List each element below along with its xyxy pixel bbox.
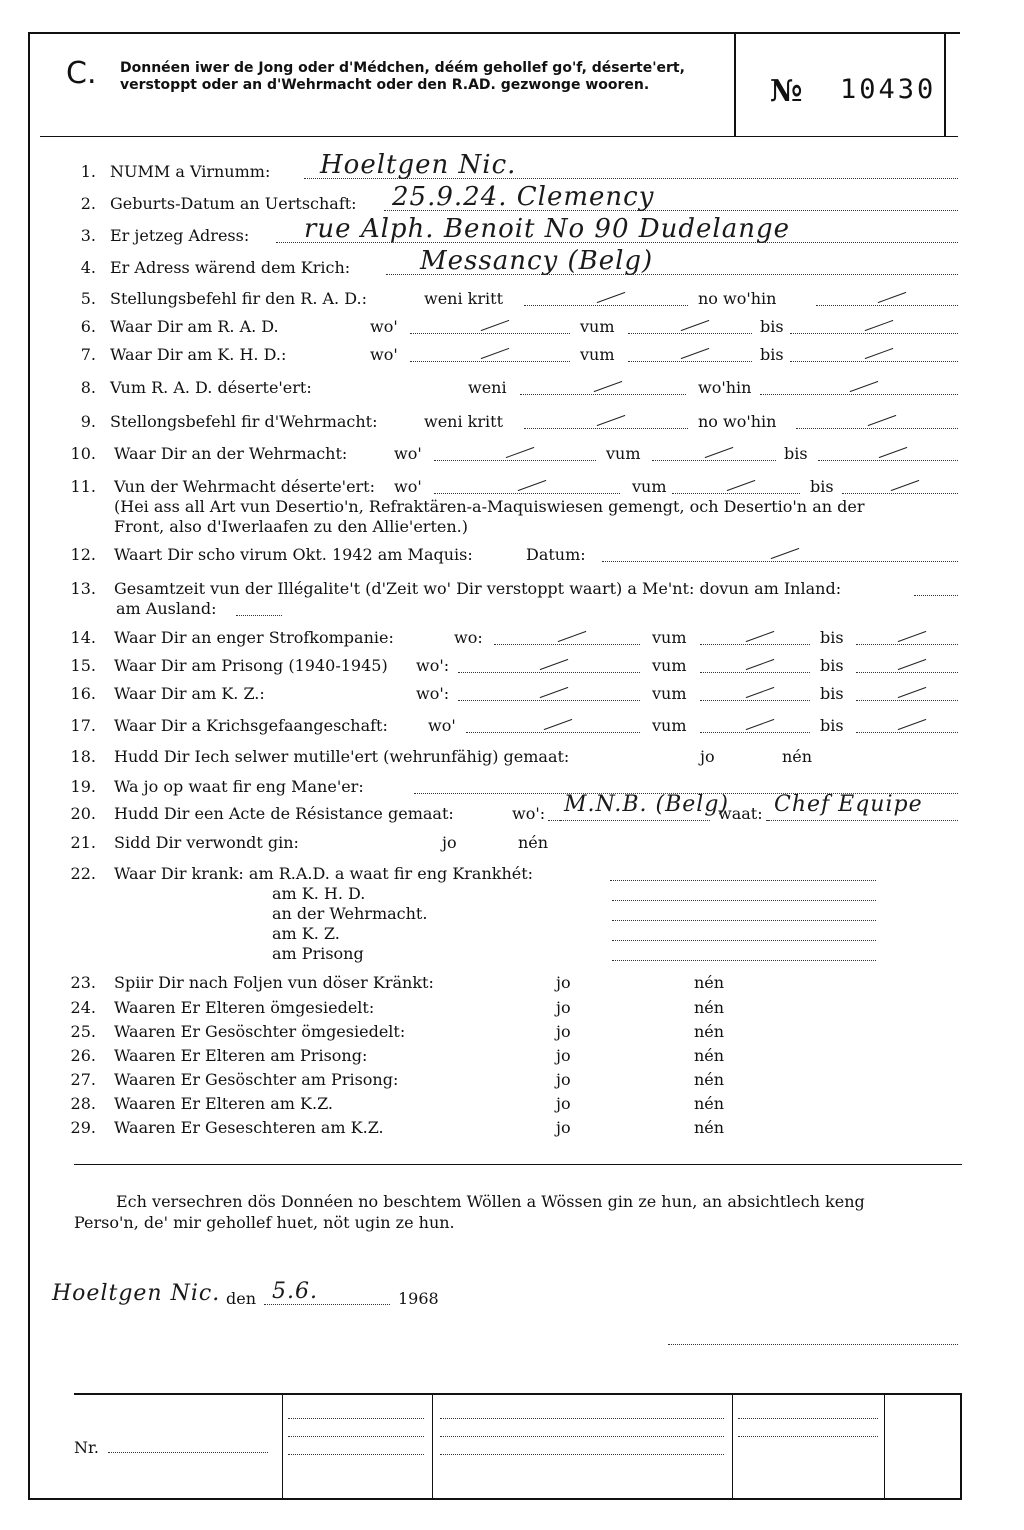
section-letter: C. [66, 56, 97, 91]
item-label: Vun der Wehrmacht déserte'ert: [114, 477, 375, 496]
field-label: jo [556, 998, 571, 1017]
form-item [0, 150, 1024, 184]
item-label: Waar Dir an enger Strofkompanie: [114, 628, 394, 647]
sub-label: am K. Z. [272, 924, 340, 943]
field-label: bis [760, 317, 784, 336]
item-label: Waar Dir a Krichsgefaangeschaft: [114, 716, 388, 735]
item-number: 9. [80, 412, 96, 431]
field-label: jo [556, 1046, 571, 1065]
field-label: nén [694, 1118, 725, 1137]
item-number: 12. [70, 545, 96, 564]
fill-in-field[interactable] [236, 599, 282, 616]
item-note: (Hei ass all Art vun Desertio'n, Refraktären-a-Maquiswiesen gemengt, och Desertio'n an der [114, 497, 865, 516]
item-number: 2. [80, 194, 96, 213]
item-label: Waaren Er Elteren ömgesiedelt: [114, 998, 375, 1017]
item-label: Waaren Er Elteren am Prisong: [114, 1046, 368, 1065]
form-item [0, 317, 1024, 339]
footer-nr-field[interactable] [108, 1436, 268, 1453]
declaration-line1: Ech versechren dös Donnéen no beschtem Wöllen a Wössen gin ze hun, an absichtlech keng [116, 1192, 865, 1211]
footer-col-divider [432, 1393, 433, 1498]
border-right [960, 1395, 962, 1499]
item-number: 13. [70, 579, 96, 598]
form-item [0, 289, 1024, 311]
form-item [0, 864, 1024, 963]
form-item [0, 792, 1024, 826]
item-number: 24. [70, 998, 96, 1017]
form-item [0, 1118, 1024, 1140]
item-label: Waaren Er Gesöschter ömgesiedelt: [114, 1022, 406, 1041]
field-label: wo' [394, 477, 422, 496]
field-label: jo [556, 1118, 571, 1137]
item-label: Waar Dir am R. A. D. [110, 317, 279, 336]
declaration-line2: Perso'n, de' mir gehollef huet, nöt ugin ze hun. [74, 1213, 455, 1232]
item-number: 20. [70, 804, 96, 823]
footer-divider [74, 1393, 962, 1395]
form-item [0, 656, 1024, 678]
item-label: NUMM a Virnumm: [110, 162, 271, 181]
item-label: Er Adress wärend dem Krich: [110, 258, 351, 277]
form-item [0, 579, 1024, 618]
form-item [0, 628, 1024, 650]
sub-label: am K. H. D. [272, 884, 366, 903]
fill-in-field[interactable] [914, 579, 958, 596]
item-label: am Ausland: [116, 599, 217, 618]
item-number: 1. [80, 162, 96, 181]
signature-year: 1968 [398, 1289, 439, 1308]
item-number: 23. [70, 973, 96, 992]
sub-label: an der Wehrmacht. [272, 904, 428, 923]
declaration-divider [74, 1164, 962, 1165]
item-label: Geburts-Datum an Uertschaft: [110, 194, 357, 213]
field-label: nén [694, 1070, 725, 1089]
field-label: wo' [394, 444, 422, 463]
item-number: 16. [70, 684, 96, 703]
item-number: 14. [70, 628, 96, 647]
fill-in-field[interactable] [612, 924, 876, 941]
field-label: no wo'hin [698, 289, 777, 308]
field-label: bis [820, 656, 844, 675]
field-label: nén [694, 1022, 725, 1041]
form-item [0, 747, 1024, 769]
field-label: wo': [416, 684, 450, 703]
fill-in-field[interactable] [612, 884, 876, 901]
field-label: vum [652, 716, 687, 735]
footer-field[interactable] [738, 1402, 878, 1419]
item-label: Waart Dir scho virum Okt. 1942 am Maquis: [114, 545, 473, 564]
form-item [0, 246, 1024, 280]
item-number: 7. [80, 345, 96, 364]
field-label: bis [820, 716, 844, 735]
item-number: 18. [70, 747, 96, 766]
item-number: 11. [70, 477, 96, 496]
form-item [0, 1046, 1024, 1068]
form-item [0, 545, 1024, 567]
field-label: vum [652, 628, 687, 647]
item-label: Waaren Er Gesöschter am Prisong: [114, 1070, 399, 1089]
footer-field[interactable] [440, 1438, 724, 1455]
handwritten-entry: M.N.B. (Belg) [564, 792, 729, 817]
item-label: Waar Dir an der Wehrmacht: [114, 444, 348, 463]
item-label: Hudd Dir Iech selwer mutille'ert (wehrunfähig) gemaat: [114, 747, 570, 766]
footer-field[interactable] [440, 1420, 724, 1437]
number-label: № [770, 74, 803, 109]
field-label: wo': [416, 656, 450, 675]
footer-col-divider [732, 1393, 733, 1498]
field-label: bis [760, 345, 784, 364]
official-signature-field[interactable] [668, 1328, 958, 1345]
item-label: Waar Dir am K. H. D.: [110, 345, 287, 364]
form-number: 10430 [840, 74, 937, 105]
item-label: Waaren Er Geseschteren am K.Z. [114, 1118, 384, 1137]
field-label: wo'hin [698, 378, 752, 397]
header-divider [40, 136, 958, 137]
field-label: vum [606, 444, 641, 463]
item-label: Stellongsbefehl fir d'Wehrmacht: [110, 412, 378, 431]
field-label: no wo'hin [698, 412, 777, 431]
item-number: 8. [80, 378, 96, 397]
handwritten-entry: Chef Equipe [774, 792, 923, 817]
fill-in-field[interactable] [610, 864, 876, 881]
form-item [0, 412, 1024, 434]
form-title: Donnéen iwer de Jong oder d'Médchen, déém gehollef go'f, déserte'ert, verstoppt oder an d'Wehrmacht oder den R.AD. gezwonge wooren. [120, 60, 685, 93]
item-number: 4. [80, 258, 96, 277]
field-label: vum [652, 656, 687, 675]
field-label: waat: [718, 804, 763, 823]
item-number: 19. [70, 777, 96, 796]
field-label: wo' [370, 345, 398, 364]
footer-field[interactable] [288, 1438, 424, 1455]
field-label: nén [694, 998, 725, 1017]
form-item [0, 973, 1024, 995]
field-label: Datum: [526, 545, 586, 564]
handwritten-entry: Hoeltgen Nic. [320, 150, 517, 180]
item-label: Hudd Dir een Acte de Résistance gemaat: [114, 804, 454, 823]
form-item [0, 345, 1024, 367]
field-label: weni [468, 378, 507, 397]
signature: Hoeltgen Nic. [52, 1281, 221, 1306]
field-label: nén [782, 747, 813, 766]
field-label: weni kritt [424, 412, 503, 431]
item-label: Gesamtzeit vun der Illégalite't (d'Zeit wo' Dir verstoppt waart) a Me'nt: dovun am Inland: [114, 579, 842, 598]
handwritten-entry: Messancy (Belg) [420, 246, 654, 276]
sub-label: am Prisong [272, 944, 364, 963]
item-number: 21. [70, 833, 96, 852]
den-label: den [226, 1289, 257, 1308]
signature-date: 5.6. [272, 1279, 318, 1304]
item-label: Sidd Dir verwondt gin: [114, 833, 299, 852]
item-number: 5. [80, 289, 96, 308]
footer-field[interactable] [440, 1402, 724, 1419]
item-label: Spiir Dir nach Foljen vun döser Kränkt: [114, 973, 434, 992]
field-label: bis [820, 628, 844, 647]
field-label: nén [694, 1094, 725, 1113]
footer-field[interactable] [288, 1402, 424, 1419]
field-label: jo [556, 973, 571, 992]
item-number: 3. [80, 226, 96, 245]
footer-col-divider [282, 1393, 283, 1498]
field-label: nén [518, 833, 549, 852]
form-item [0, 716, 1024, 738]
field-label: jo [556, 1022, 571, 1041]
field-label: jo [556, 1070, 571, 1089]
field-label: vum [632, 477, 667, 496]
header-separator-right [944, 34, 946, 136]
field-label: wo' [428, 716, 456, 735]
form-item [0, 684, 1024, 706]
form-item [0, 1022, 1024, 1044]
footer-field[interactable] [288, 1420, 424, 1437]
form-item [0, 1094, 1024, 1116]
field-label: vum [580, 345, 615, 364]
footer-field[interactable] [738, 1420, 878, 1437]
item-label: Waar Dir am Prisong (1940-1945) [114, 656, 388, 675]
item-label: Waar Dir am K. Z.: [114, 684, 265, 703]
item-label: Waar Dir krank: am R.A.D. a waat fir eng Krankhét: [114, 864, 534, 883]
fill-in-field[interactable] [612, 904, 876, 921]
form-item [0, 214, 1024, 248]
field-label: bis [810, 477, 834, 496]
header-separator [734, 34, 736, 136]
item-number: 10. [70, 444, 96, 463]
item-number: 29. [70, 1118, 96, 1137]
field-label: bis [784, 444, 808, 463]
form-item [0, 998, 1024, 1020]
field-label: bis [820, 684, 844, 703]
item-number: 25. [70, 1022, 96, 1041]
item-number: 22. [70, 864, 96, 883]
fill-in-field[interactable] [612, 944, 876, 961]
field-label: jo [700, 747, 715, 766]
field-label: nén [694, 1046, 725, 1065]
field-label: wo: [454, 628, 483, 647]
item-label: Stellungsbefehl fir den R. A. D.: [110, 289, 367, 308]
form-item [0, 833, 1024, 855]
item-note: Front, also d'Iwerlaafen zu den Allie'erten.) [114, 517, 468, 536]
handwritten-entry: 25.9.24. Clemency [392, 182, 655, 212]
footer-col-divider [884, 1393, 885, 1498]
item-label: Er jetzeg Adress: [110, 226, 250, 245]
item-label: Waaren Er Elteren am K.Z. [114, 1094, 334, 1113]
field-label: wo': [512, 804, 546, 823]
form-item [0, 444, 1024, 466]
form-item [0, 182, 1024, 216]
item-number: 17. [70, 716, 96, 735]
field-label: vum [580, 317, 615, 336]
item-number: 27. [70, 1070, 96, 1089]
form-item [0, 1070, 1024, 1092]
item-number: 28. [70, 1094, 96, 1113]
handwritten-entry: rue Alph. Benoit No 90 Dudelange [304, 214, 790, 244]
field-label: weni kritt [424, 289, 503, 308]
field-label: vum [652, 684, 687, 703]
item-number: 6. [80, 317, 96, 336]
item-number: 26. [70, 1046, 96, 1065]
field-label: wo' [370, 317, 398, 336]
item-label: Wa jo op waat fir eng Mane'er: [114, 777, 364, 796]
item-label: Vum R. A. D. déserte'ert: [110, 378, 312, 397]
border-top [28, 32, 960, 34]
item-number: 15. [70, 656, 96, 675]
field-label: nén [694, 973, 725, 992]
footer-nr-label: Nr. [74, 1438, 99, 1457]
field-label: jo [442, 833, 457, 852]
field-label: jo [556, 1094, 571, 1113]
form-item [0, 477, 1024, 536]
border-bottom [28, 1498, 962, 1500]
form-item [0, 378, 1024, 400]
